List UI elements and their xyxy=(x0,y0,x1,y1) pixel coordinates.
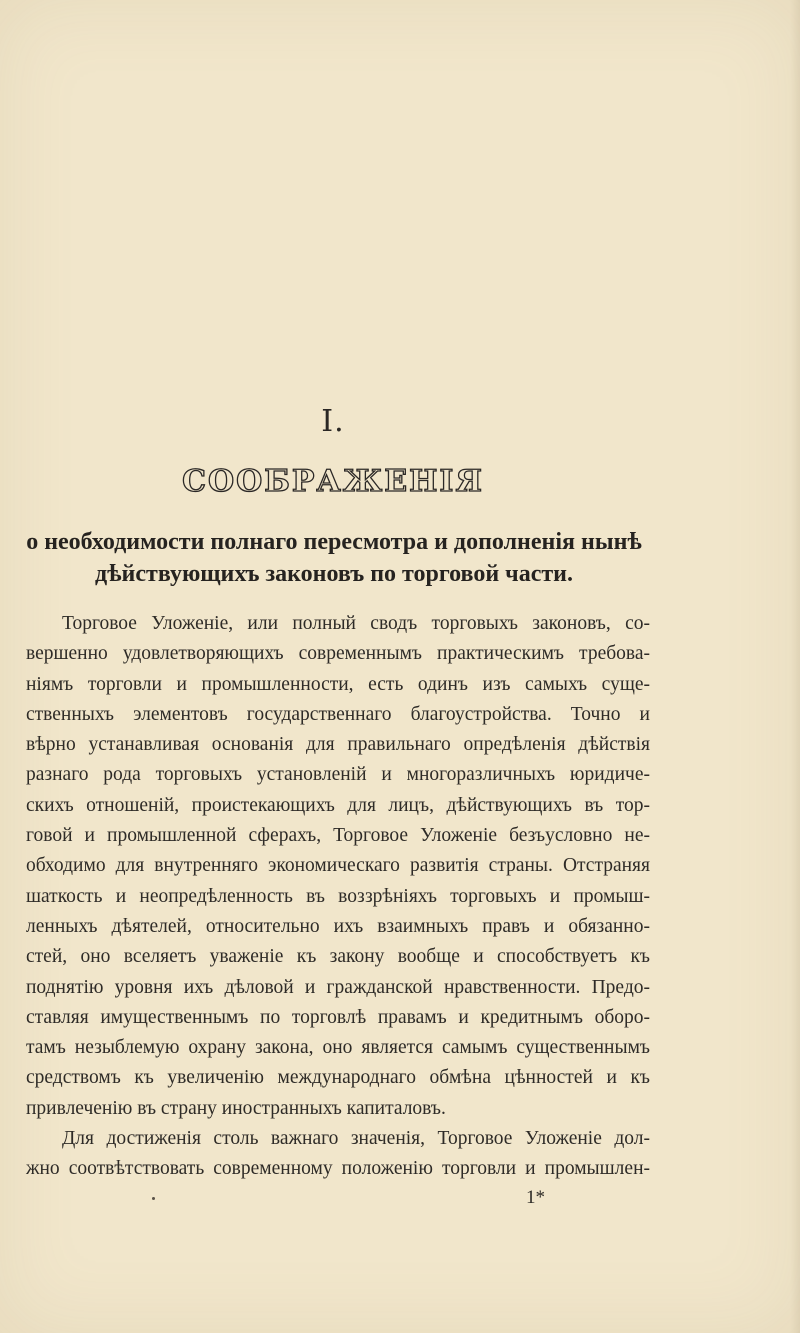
chapter-number: I. xyxy=(321,404,345,439)
text-line: Торговое Уложеніе, или полный сводъ торговыхъ законовъ, со- xyxy=(62,613,650,634)
text-line: Для достиженія столь важнаго значенія, Торговое Уложеніе дол- xyxy=(62,1128,650,1150)
subtitle-line-2: дѣйствующихъ законовъ по торговой части. xyxy=(95,561,573,587)
body-paragraphs xyxy=(26,609,650,1185)
page-edge-shadow xyxy=(790,0,800,1333)
text-line: вершенно удовлетворяющихъ современнымъ практическимъ требова- xyxy=(26,643,650,665)
text-line: вѣрно устанавливая основанія для правильнаго опредѣленія дѣйствія xyxy=(26,734,650,756)
text-line: ніямъ торговли и промышленности, есть одинъ изъ самыхъ суще- xyxy=(26,673,650,695)
ink-speck xyxy=(152,1197,155,1200)
text-line: говой и промышленной сферахъ, Торговое Уложеніе безъусловно не- xyxy=(26,825,650,847)
text-line: разнаго рода торговыхъ установленій и многоразличныхъ юридиче- xyxy=(26,764,650,786)
text-line: ставляя имущественнымъ по торговлѣ правамъ и кредитнымъ оборо- xyxy=(26,1006,650,1028)
text-line: стей, оно вселяетъ уваженіе къ закону вообще и способствуетъ къ xyxy=(26,946,650,968)
chapter-subtitle xyxy=(14,526,654,590)
text-line: ленныхъ дѣятелей, относительно ихъ взаимныхъ правъ и обязанно- xyxy=(26,915,650,937)
text-line: обходимо для внутренняго экономическаго развитія страны. Отстраняя xyxy=(26,855,650,877)
text-line: шаткость и неопредѣленность въ воззрѣніяхъ торговыхъ и промыш- xyxy=(26,885,650,907)
subtitle-line-1: о необходимости полнаго пересмотра и дополненія нынѣ xyxy=(26,529,642,555)
text-line: поднятію уровня ихъ дѣловой и гражданской нравственности. Предо- xyxy=(26,976,650,998)
text-line: ственныхъ элементовъ государственнаго благоустройства. Точно и xyxy=(26,703,650,725)
printer-signature-mark: 1* xyxy=(526,1187,545,1208)
chapter-title: СООБРАЖЕНІЯ xyxy=(182,464,484,499)
text-line: тамъ незыблемую охрану закона, оно является самымъ существеннымъ xyxy=(26,1037,650,1059)
text-line: средствомъ къ увеличенію международнаго обмѣна цѣнностей и къ xyxy=(26,1067,650,1089)
text-line: привлеченію въ страну иностранныхъ капиталовъ. xyxy=(26,1097,446,1119)
text-line: жно соотвѣтствовать современному положенію торговли и промышлен- xyxy=(26,1158,650,1180)
text-line: скихъ отношеній, проистекающихъ для лицъ, дѣйствующихъ въ тор- xyxy=(26,794,650,816)
